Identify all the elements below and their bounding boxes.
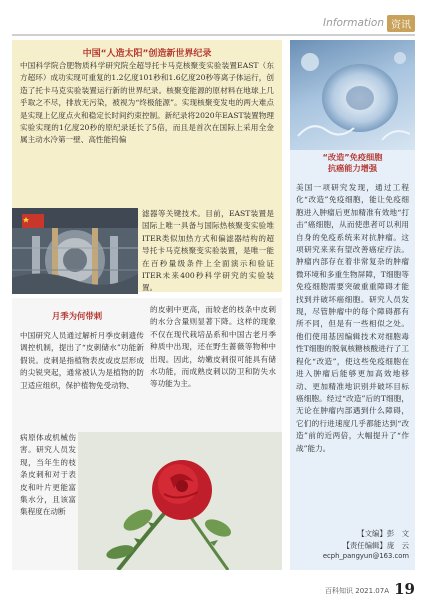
- article3-title-line2: 抗癌能力增强: [327, 163, 378, 173]
- credit-text-editor: 【文编】彭 文: [357, 529, 409, 538]
- article3-title-line1: “改造”免疫细胞: [322, 152, 383, 162]
- article2-column2: 的皮刺中更高，而较老的枝条中皮刺的水分含量则显著下降。这样的现象不仅在现代栽培品系和中国古老月季种质中出现，还在野生蔷薇等物种中出现。因此，幼嫩皮刺很可能具有储水功能，而成熟皮刺以防卫和防失水等功能为主。: [150, 305, 276, 389]
- credit-responsible-editor: 【责任编辑】庞 云: [342, 540, 409, 550]
- article2-paragraph-continued: 病原体或机械伤害。研究人员发现，当年生的枝条皮刺和对于表皮和叶片更能富集水分，且该富集程度在动断: [20, 433, 76, 517]
- section-header: [323, 14, 415, 32]
- tokamak-illustration: [12, 208, 138, 294]
- page-footer: [12, 578, 415, 602]
- reactor-photo: [12, 208, 138, 294]
- article1-title: 中国“人造太阳”创造新世界纪录: [82, 49, 212, 59]
- rose-illustration: [78, 432, 282, 570]
- section-label-en: Information: [323, 17, 384, 29]
- rose-photo: [78, 432, 282, 570]
- article2-paragraph: 中国研究人员通过解析月季皮刺遗传调控机制，提出了“皮刺储水”功能新假说。皮刺是指植物表皮或皮层形成的尖锐突起，通常被认为是植物的防卫适应组织，保护植物免受动物、: [20, 331, 144, 390]
- header-rule: [12, 34, 415, 36]
- publication-info: 百科知识 2021.07A: [325, 587, 389, 595]
- section-label-cn: 资讯: [387, 15, 415, 32]
- article1-paragraph: 中国科学院合肥物质科学研究院全超导托卡马克核聚变实验装置EAST（东方超环）成功实现可重复的1.2亿度101秒和1.6亿度20秒等离子体运行，创造了托卡马克实验装置运行新的世界纪录。核聚变能源的原材料在地球上几乎取之不尽，排放无污染，被视为“终极能源”。实现核聚变发电的两大难点是实现上亿度点火和稳定长时间约束控制。新纪录将2020年EAST装置物理实验实现的1亿度20秒的原纪录延长了5倍，而且是首次在国际上采用全金属主动水冷第一壁、高性能钨偏: [20, 61, 274, 145]
- immune-cell-illustration: [290, 40, 415, 150]
- cell-photo: [290, 40, 415, 150]
- editor-email: ecph_pangyun@163.com: [322, 552, 409, 560]
- credits: [296, 528, 409, 563]
- article1-paragraph-continued: 滤器等关键技术。目前，EAST装置是国际上唯一具备与国际热核聚变实验堆ITER类似加热方式和偏滤器结构的超导托卡马克核聚变实验装置，是唯一能在百秒量级条件上全面演示和验证ITER未来400秒科学研究的实验装置。: [142, 209, 274, 293]
- article3-paragraph: 美国一项研究发现，通过工程化“改造”免疫细胞，能让免疫细胞进入肿瘤后更加精准有效地“打击”癌细胞，从而使患者可以利用自身的免疫系统来对抗肿瘤。这项研究来来有望改善癌症疗法。肿瘤内部存在着非常复杂的肿瘤微环境和多重生物屏障，T细胞等免疫细胞需要突破重重障碍才能找到并破坏癌细胞。研究人员发现，尽管肿瘤中的每个障碍都有所不同，但是有一些相似之处。他们使用基因编辑技术对细胞毒性T细胞的脱氧核糖核酸进行了工程化“改造”，使这些免疫细胞在进入肿瘤后能够更加高效地移动、更加精准地识别并破坏目标癌细胞。经过“改造”后的T细胞，无论在肿瘤内部遇到什么障碍，它们的行进速度几乎都能达到“改造”前的近两倍，大幅提升了“作战”能力。: [296, 183, 409, 453]
- page-number: 19: [394, 580, 415, 598]
- article2-title: 月季为何带刺: [51, 311, 103, 321]
- article3-title: [290, 152, 415, 174]
